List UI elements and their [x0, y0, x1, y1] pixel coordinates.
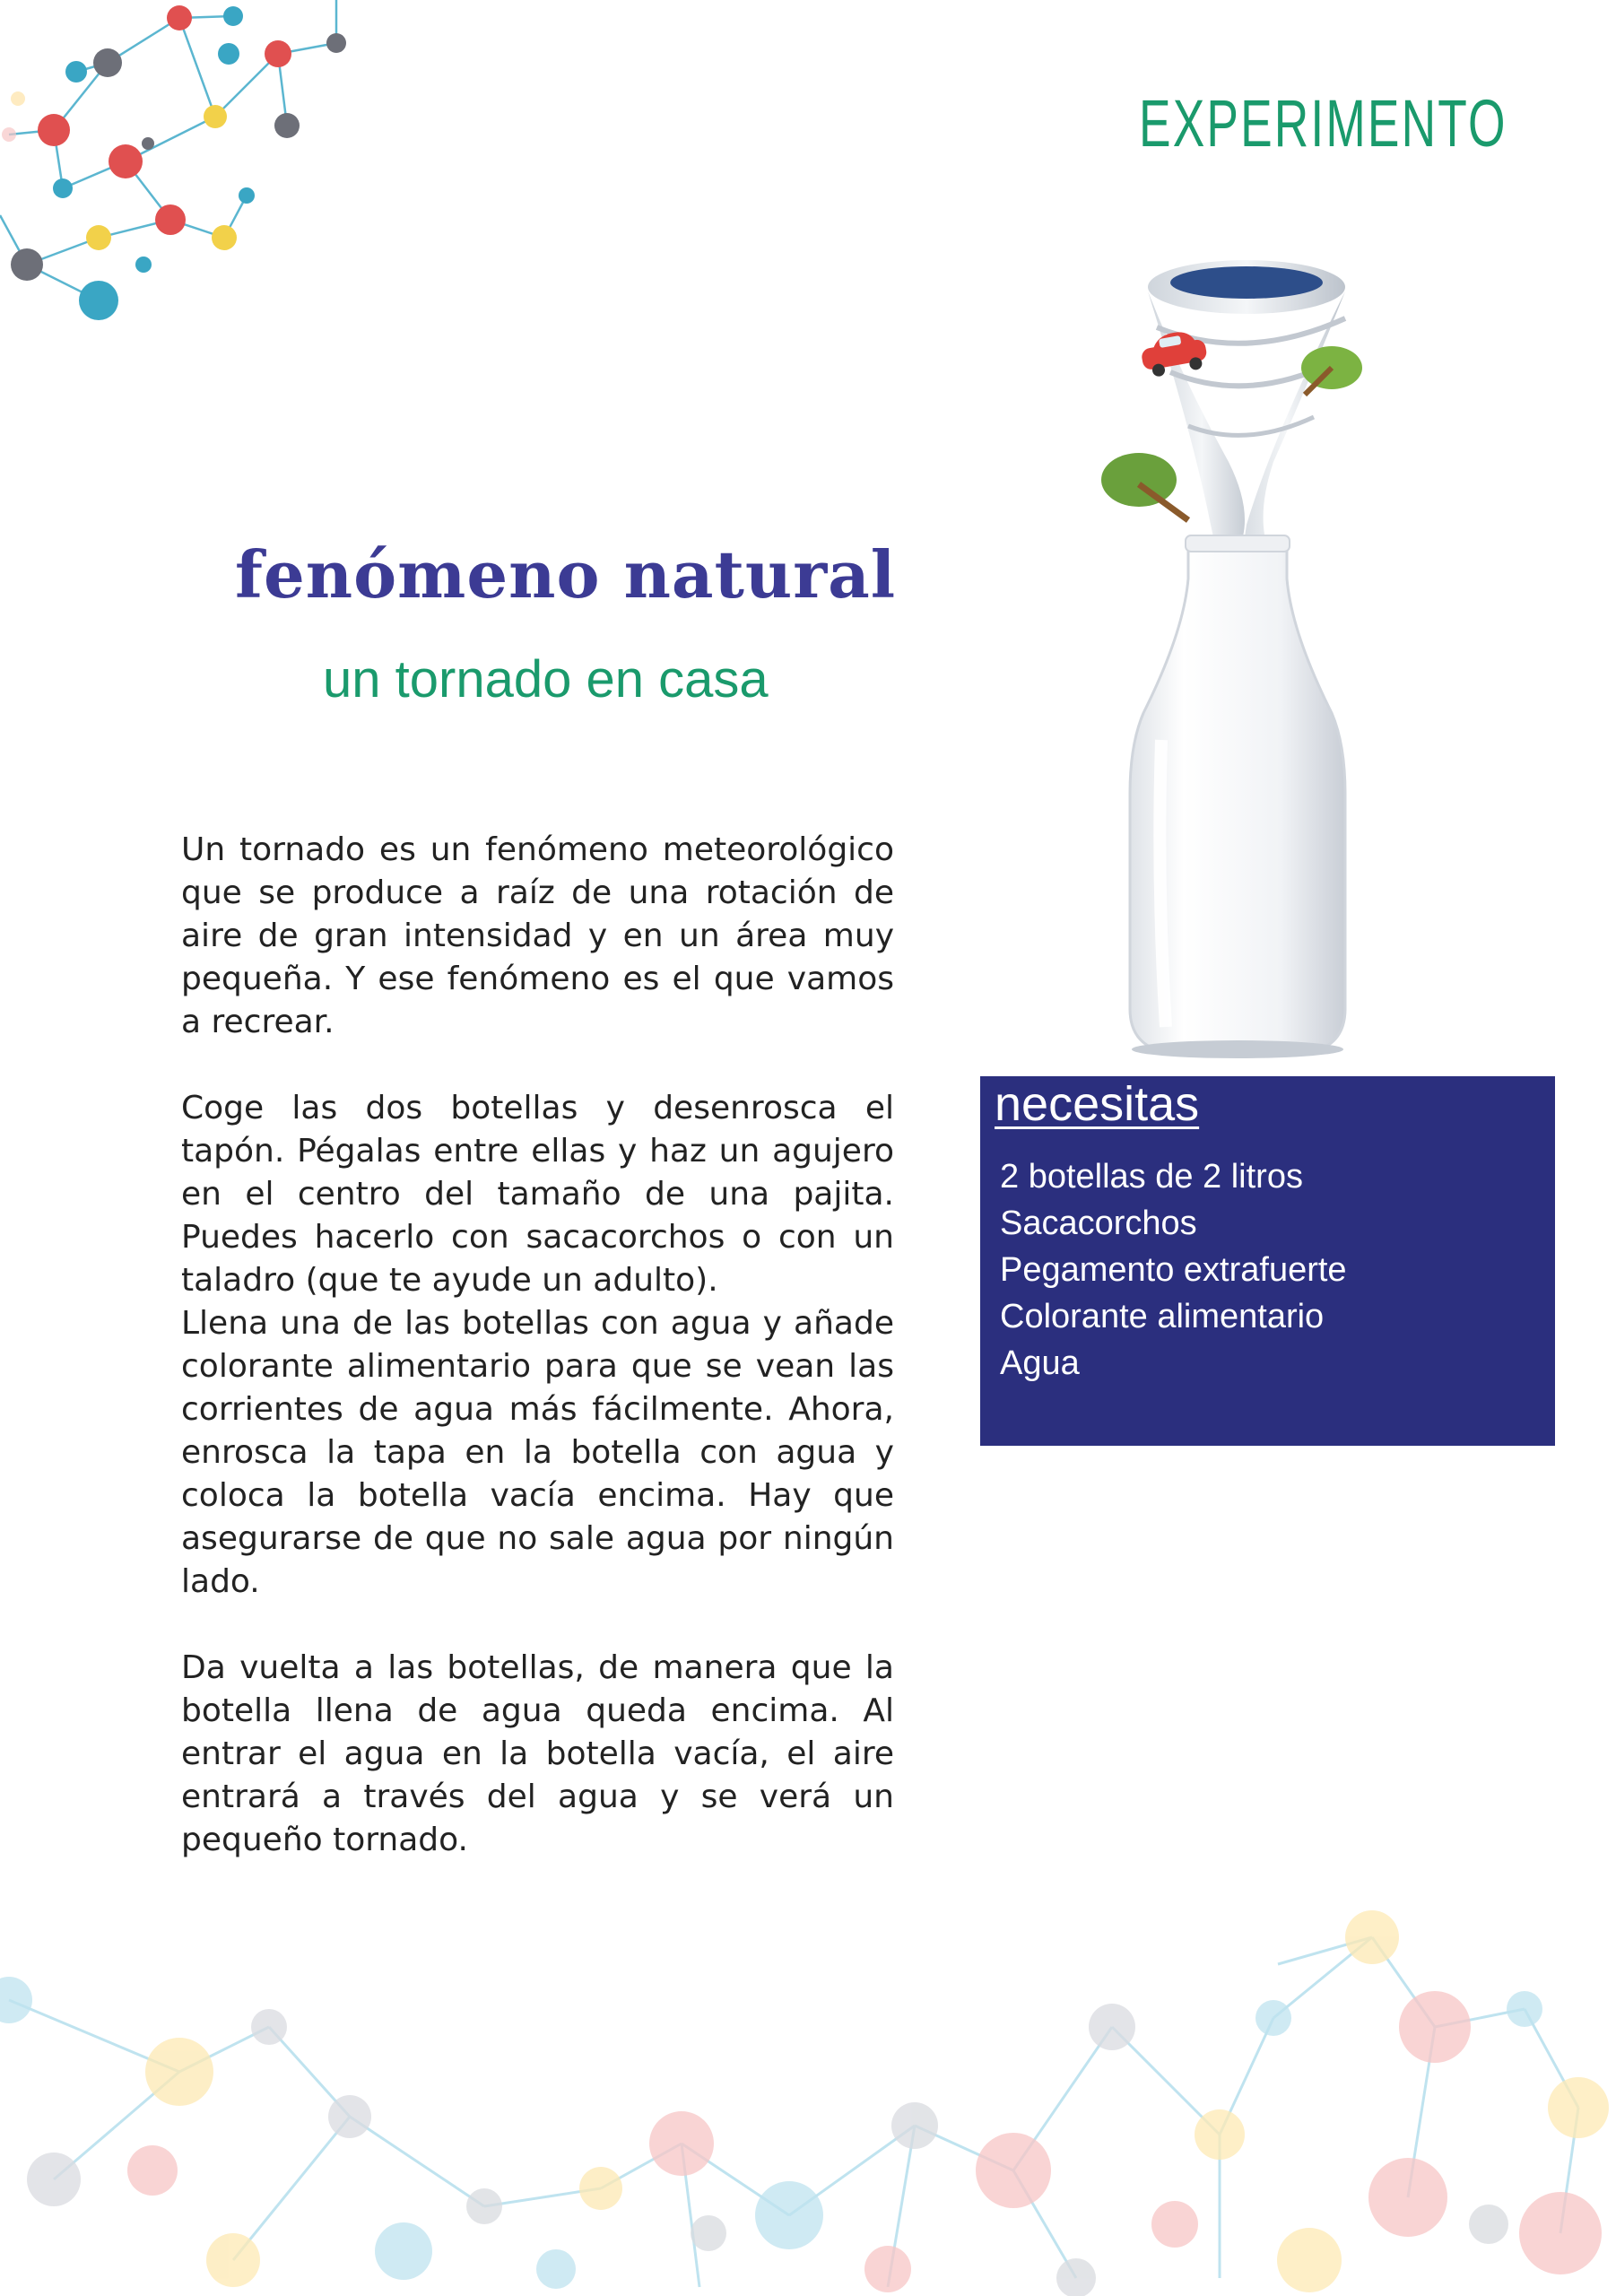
paragraph-step-2: Llena una de las botellas con agua y añade colorante alimentario para que se vean las corrientes de agua más fácilmente. Ahora, enrosca la tapa en la botella con agua y coloca la botella vacía encima. Hay que asegurarse de que no sale agua por ningún lado.: [181, 1305, 894, 1600]
section-label: EXPERIMENTO: [1139, 86, 1507, 161]
molecule-decoration-bottom: [0, 1848, 1616, 2296]
molecule-network-icon: [0, 0, 377, 341]
molecule-decoration-top: [0, 0, 377, 341]
paragraph-step-3: Da vuelta a las botellas, de manera que la botella llena de agua queda encima. Al entrar el agua en la botella vacía, el aire entrará a través del agua y se verá un pequeño tornado.: [181, 1649, 894, 1858]
list-item: Agua: [1000, 1344, 1080, 1382]
list-item: Pegamento extrafuerte: [1000, 1251, 1347, 1289]
body-text: [181, 829, 894, 1905]
page-subtitle: un tornado en casa: [323, 650, 769, 709]
list-item: 2 botellas de 2 litros: [1000, 1158, 1303, 1196]
materials-box: [980, 1076, 1555, 1446]
paragraph-intro: Un tornado es un fenómeno meteorológico que se produce a raíz de una rotación de aire de gran intensidad y en un área muy pequeña. Y ese fenómeno es el que vamos a recrear.: [181, 831, 894, 1040]
list-item: Sacacorchos: [1000, 1205, 1197, 1242]
tornado-bottle-icon: [1076, 256, 1399, 1063]
list-item: Colorante alimentario: [1000, 1298, 1325, 1335]
tornado-bottle-illustration: [1076, 256, 1399, 1063]
materials-list: [1000, 1153, 1347, 1387]
materials-title: necesitas: [995, 1077, 1200, 1131]
paragraph-step-1: Coge las dos botellas y desenrosca el tapón. Pégalas entre ellas y haz un agujero en el centro del tamaño de una pajita. Puedes hacerlo con sacacorchos o con un taladro (que te ayude un adulto).: [181, 1090, 894, 1299]
page-title: fenómeno natural: [235, 536, 897, 613]
molecule-network-icon: [0, 1848, 1616, 2296]
